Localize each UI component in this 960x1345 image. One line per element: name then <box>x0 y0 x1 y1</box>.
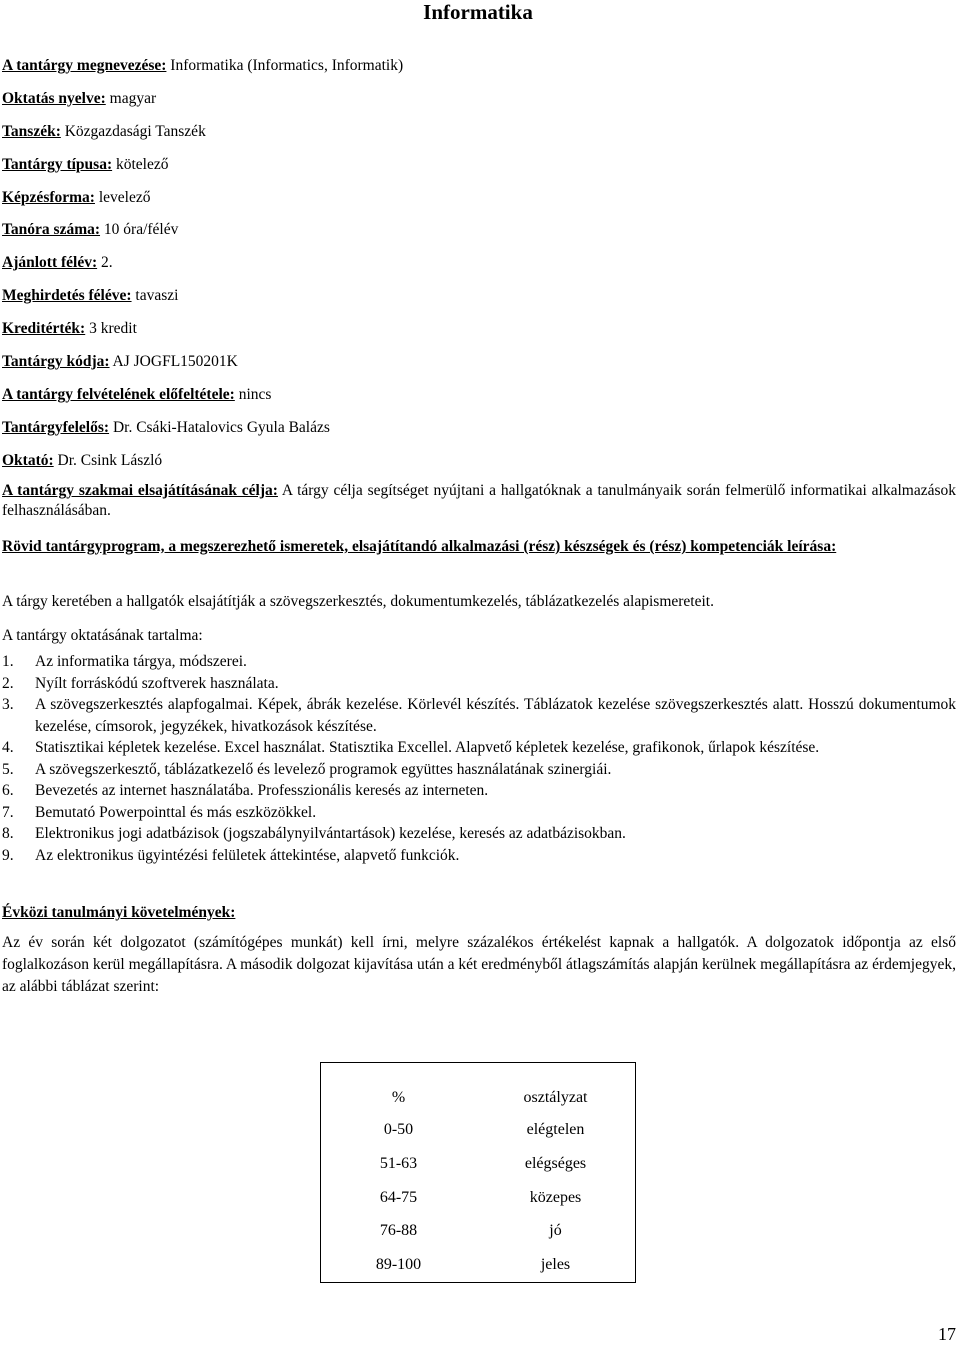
grade-row <box>321 1148 636 1182</box>
meta-label: Tanszék: <box>2 122 61 140</box>
meta-label: A tantárgy megnevezése: <box>2 57 167 74</box>
meta-row <box>2 450 956 483</box>
topic-number: 6. <box>2 782 14 799</box>
meta-row <box>2 154 956 187</box>
meta-value: 3 kredit <box>85 320 137 338</box>
topic-list <box>2 651 956 866</box>
topic-number: 3. <box>2 696 14 713</box>
topic-number: 2. <box>2 674 14 692</box>
requirements-text: Az év során két dolgozatot (számítógépes munkát) kell írni, melyre százalékos értékelést kapnak a hallgatók. A dolgozatok időpontja az első foglalkozáson kerül megállapításra. A második dolgozat kijavítása után a két eredményből átlagszámítás alapján kerülnek megállapításra az érdemjegyek, az alábbi táblázat szerint: <box>2 934 956 995</box>
topic-text: Az elektronikus ügyintézési felületek áttekintése, alapvető funkciók. <box>35 846 460 864</box>
meta-label: Meghirdetés féléve: <box>2 287 132 305</box>
course-goal <box>2 481 956 521</box>
meta-label: A tantárgy felvételének előfeltétele: <box>2 385 235 403</box>
topic-item <box>2 759 956 781</box>
grade-name: elégtelen <box>526 1121 585 1139</box>
topic-item <box>2 737 956 759</box>
meta-row <box>2 187 956 220</box>
page-title: Informatika <box>423 0 533 24</box>
header-grade: osztályzat <box>523 1089 588 1107</box>
topic-item <box>2 845 956 867</box>
percent-range: 89-100 <box>375 1255 422 1273</box>
topic-text: Nyílt forráskódú szoftverek használata. <box>35 674 279 692</box>
topic-text: A szövegszerkesztő, táblázatkezelő és levelező programok együttes használatának szinergiái. <box>35 760 612 778</box>
topic-text: A szövegszerkesztés alapfogalmai. Képek, ábrák kezelése. Körlevél készítés. Táblázatok kezelése szövegszerkesztés alatt. Hosszú dokumentumok kezelése, címsorok, jegyzékek, hivatkozások készítése. <box>35 696 956 735</box>
percent-range: 0-50 <box>383 1121 414 1139</box>
meta-label: Ajánlott félév: <box>2 254 98 272</box>
meta-label: Oktatás nyelve: <box>2 89 106 107</box>
header-percent: % <box>391 1089 406 1107</box>
topic-item <box>2 802 956 824</box>
meta-label: Tantárgy típusa: <box>2 155 113 173</box>
meta-label: Képzésforma: <box>2 188 95 206</box>
meta-row <box>2 384 956 417</box>
topic-number: 5. <box>2 760 14 778</box>
meta-label: Kreditérték: <box>2 320 86 338</box>
percent-range: 76-88 <box>379 1222 418 1240</box>
meta-row <box>2 121 956 154</box>
topic-number: 4. <box>2 739 14 756</box>
meta-value: magyar <box>105 89 157 107</box>
program-heading <box>2 537 956 557</box>
meta-row <box>2 219 956 252</box>
topic-number: 7. <box>2 803 14 821</box>
meta-label: Tanóra száma: <box>2 221 101 239</box>
meta-row <box>2 55 956 88</box>
grade-row <box>321 1114 636 1148</box>
meta-row <box>2 351 956 384</box>
meta-value: 2. <box>97 254 113 272</box>
grade-name: jeles <box>540 1255 571 1273</box>
grade-row <box>321 1181 636 1215</box>
meta-label: Oktató: <box>2 451 54 469</box>
meta-row <box>2 88 956 121</box>
meta-value: Közgazdasági Tanszék <box>60 122 206 140</box>
topic-number: 8. <box>2 825 14 842</box>
topic-item <box>2 694 956 737</box>
topic-item <box>2 673 956 695</box>
grade-name: elégséges <box>524 1154 587 1172</box>
meta-value: levelező <box>94 188 151 206</box>
meta-row <box>2 417 956 450</box>
grade-table-header <box>321 1063 636 1115</box>
course-metadata <box>2 55 956 483</box>
grade-row <box>321 1215 636 1249</box>
topic-text: Az informatika tárgya, módszerei. <box>35 653 247 670</box>
topic-item <box>2 651 956 673</box>
requirements-heading <box>2 903 956 923</box>
goal-text: A tárgy célja segítséget nyújtani a hallgatóknak a tanulmányaik során felmerülő informatikai alkalmazások felhasználásában. <box>2 482 956 520</box>
meta-label: Tantárgy kódja: <box>2 353 110 371</box>
topic-text: Bemutató Powerpointtal és más eszközökkel. <box>35 803 317 821</box>
goal-label: A tantárgy szakmai elsajátításának célja: <box>2 482 278 499</box>
grade-name: jó <box>549 1222 562 1240</box>
topic-item <box>2 780 956 802</box>
percent-range: 51-63 <box>379 1154 418 1172</box>
meta-value: Informatika (Informatics, Informatik) <box>166 57 404 74</box>
meta-value: nincs <box>234 385 272 403</box>
program-label: Rövid tantárgyprogram, a megszerezhető ismeretek, elsajátítandó alkalmazási (rész) készségek és (rész) kompetenciák leírása: <box>2 538 837 555</box>
page-number: 17 <box>938 1324 956 1344</box>
grade-row <box>321 1248 636 1282</box>
content-heading: A tantárgy oktatásának tartalma: <box>2 627 203 644</box>
topic-item <box>2 823 956 845</box>
meta-row <box>2 318 956 351</box>
meta-value: kötelező <box>112 155 169 173</box>
topic-number: 1. <box>2 653 14 670</box>
topic-number: 9. <box>2 846 14 864</box>
topic-text: Statisztikai képletek kezelése. Excel használat. Statisztika Excellel. Alapvető képletek kezelése, grafikonok, űrlapok készítése. <box>35 739 820 756</box>
topic-text: Elektronikus jogi adatbázisok (jogszabálynyilvántartások) kezelése, keresés az adatbázisokban. <box>35 825 626 842</box>
requirements-label: Évközi tanulmányi követelmények: <box>2 904 236 921</box>
meta-value: Dr. Csáki-Hatalovics Gyula Balázs <box>109 418 330 436</box>
meta-value: AJ JOGFL150201K <box>109 353 238 371</box>
topic-text: Bevezetés az internet használatába. Professzionális keresés az interneten. <box>35 782 489 799</box>
percent-range: 64-75 <box>379 1188 418 1206</box>
meta-label: Tantárgyfelelős: <box>2 418 110 436</box>
program-summary: A tárgy keretében a hallgatók elsajátítják a szövegszerkesztés, dokumentumkezelés, táblázatkezelés alapismereteit. <box>2 593 714 610</box>
meta-row <box>2 285 956 318</box>
meta-value: 10 óra/félév <box>100 221 179 239</box>
grade-table <box>320 1062 636 1283</box>
meta-row <box>2 252 956 285</box>
meta-value: tavaszi <box>131 287 179 305</box>
meta-value: Dr. Csink László <box>53 451 163 469</box>
grade-name: közepes <box>529 1188 582 1206</box>
